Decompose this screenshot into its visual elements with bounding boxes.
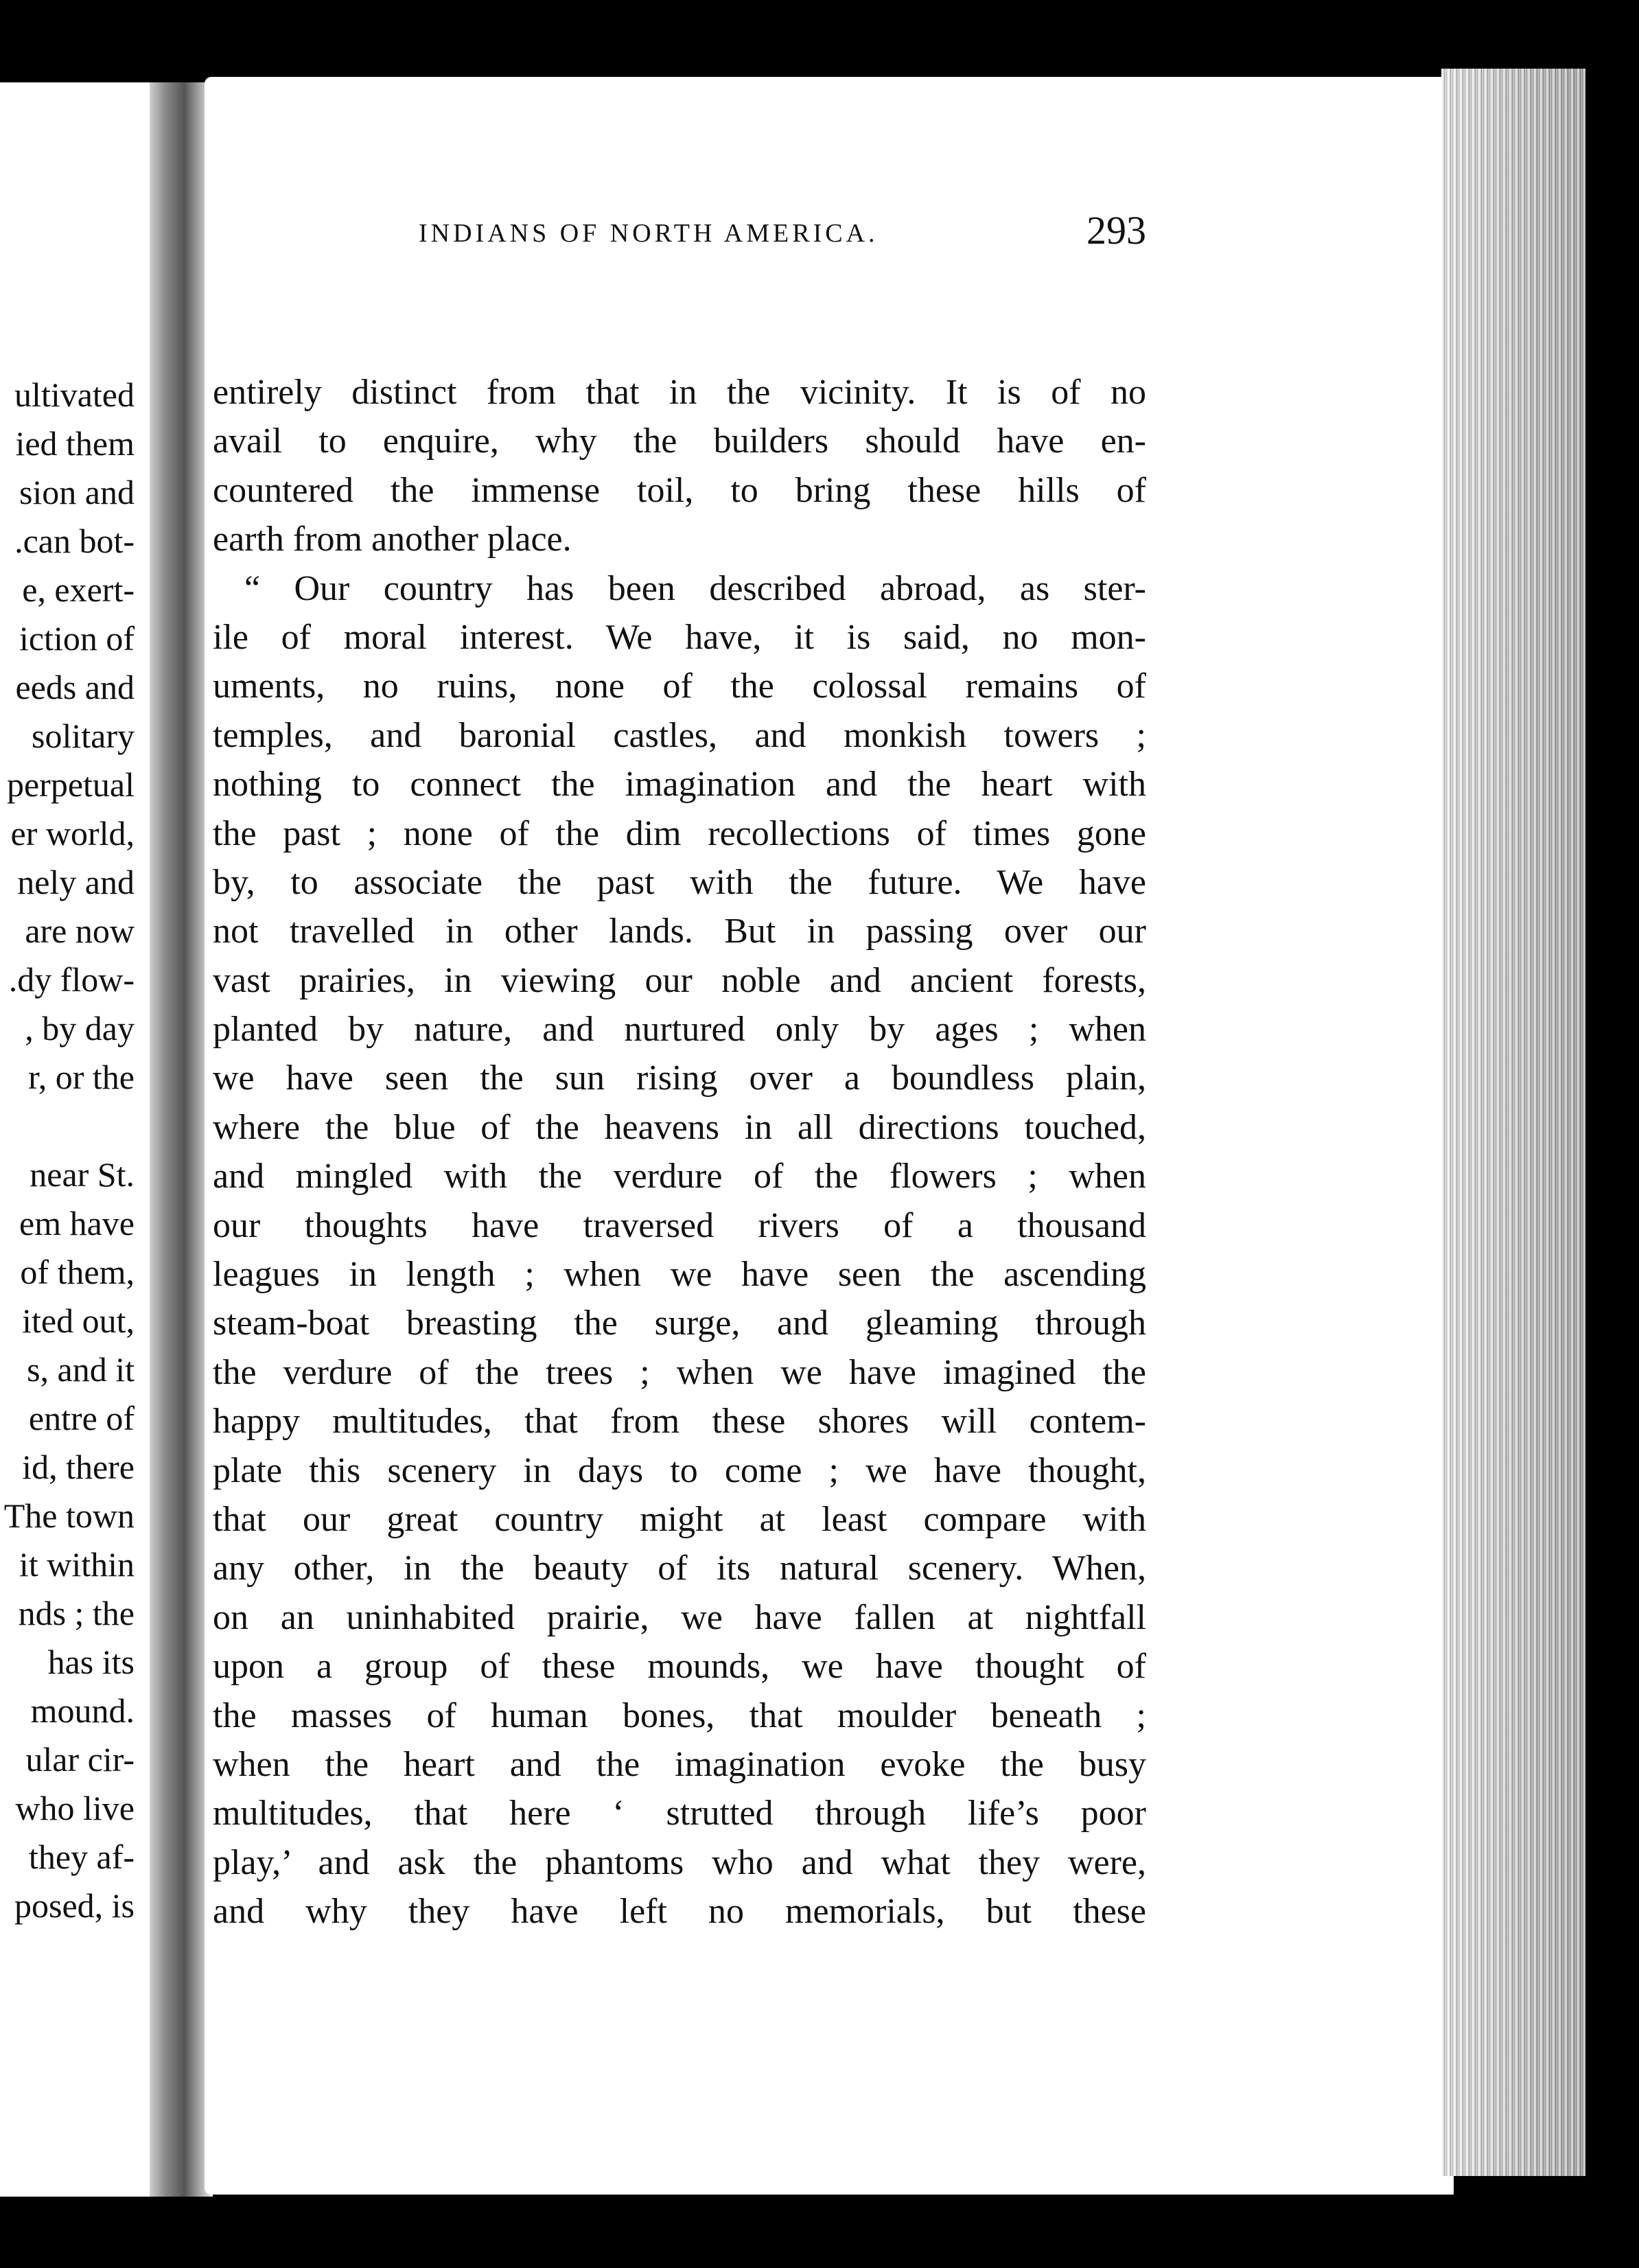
- facing-page-line: it within: [19, 1545, 135, 1584]
- text-line: planted by nature, and nurtured only by ages ; when: [213, 1010, 1146, 1050]
- facing-page-line: ultivated: [14, 375, 135, 414]
- text-line: on an uninhabited prairie, we have fallen at nightfall: [213, 1597, 1146, 1637]
- facing-page-line: nely and: [17, 863, 135, 901]
- facing-page-line: mound.: [30, 1691, 135, 1730]
- facing-page-left: [0, 82, 158, 2197]
- facing-page-line: iction of: [19, 619, 135, 658]
- facing-page-line: ied them: [15, 424, 135, 463]
- text-line: “ Our country has been described abroad, as ster-: [244, 568, 1146, 608]
- text-line: nothing to connect the imagination and the heart with: [213, 765, 1146, 805]
- facing-page-line: entre of: [28, 1399, 135, 1437]
- facing-page-line: perpetual: [6, 765, 135, 804]
- text-line: that our great country might at least compare with: [213, 1499, 1146, 1539]
- text-line: leagues in length ; when we have seen the ascending: [213, 1255, 1146, 1295]
- text-line: plate this scenery in days to come ; we have thought,: [213, 1450, 1146, 1490]
- page-number: 293: [1086, 208, 1146, 253]
- facing-page-text: [4, 371, 135, 1930]
- text-line: entirely distinct from that in the vicinity. It is of no: [213, 373, 1146, 412]
- facing-page-line: .dy flow-: [8, 960, 135, 999]
- facing-page-line: ited out,: [22, 1301, 135, 1340]
- facing-page-line: posed, is: [14, 1886, 135, 1925]
- text-line: multitudes, that here ‘ strutted through life’s poor: [213, 1794, 1146, 1833]
- facing-page-line: of them,: [20, 1253, 135, 1291]
- facing-page-line: are now: [25, 912, 135, 950]
- page-header: [213, 208, 1146, 266]
- page-fore-edge-shade: [1441, 69, 1585, 2176]
- facing-page-line: er world,: [10, 814, 135, 853]
- text-line: by, to associate the past with the future. We have: [213, 862, 1146, 902]
- text-line: we have seen the sun rising over a boundless plain,: [213, 1058, 1146, 1098]
- text-line: ile of moral interest. We have, it is said, no mon-: [213, 617, 1146, 657]
- facing-page-line: [4, 1102, 135, 1150]
- facing-page-line: who live: [15, 1789, 135, 1827]
- facing-page-line: r, or the: [28, 1058, 135, 1096]
- text-line: uments, no ruins, none of the colossal remains of: [213, 667, 1146, 706]
- text-line: the past ; none of the dim recollections of times gone: [213, 813, 1146, 853]
- facing-page-line: id, there: [22, 1448, 135, 1486]
- text-line: countered the immense toil, to bring these hills of: [213, 470, 1146, 510]
- text-line: when the heart and the imagination evoke the busy: [213, 1744, 1146, 1784]
- book-gutter: [150, 82, 213, 2197]
- text-line: and mingled with the verdure of the flowers ; when: [213, 1157, 1146, 1196]
- text-line: not travelled in other lands. But in passing over our: [213, 912, 1146, 951]
- facing-page-line: e, exert-: [22, 570, 135, 609]
- text-line: our thoughts have traversed rivers of a thousand: [213, 1205, 1146, 1245]
- facing-page-line: eeds and: [15, 668, 135, 706]
- facing-page-line: , by day: [25, 1009, 135, 1048]
- facing-page-line: solitary: [32, 717, 135, 755]
- facing-page-line: .can bot-: [14, 522, 135, 560]
- facing-page-line: near St.: [30, 1155, 135, 1194]
- text-line: the verdure of the trees ; when we have imagined the: [213, 1352, 1146, 1392]
- facing-page-line: nds ; the: [18, 1594, 135, 1632]
- text-line: play,’ and ask the phantoms who and what they were,: [213, 1842, 1146, 1882]
- text-line: happy multitudes, that from these shores will contem-: [213, 1402, 1146, 1442]
- facing-page-line: they af-: [28, 1838, 135, 1876]
- text-line: where the blue of the heavens in all directions touched,: [213, 1107, 1146, 1147]
- text-line: vast prairies, in viewing our noble and ancient forests,: [213, 960, 1146, 1000]
- facing-page-line: has its: [47, 1643, 135, 1681]
- facing-page-line: sion and: [19, 473, 135, 511]
- text-line: steam-boat breasting the surge, and gleaming through: [213, 1304, 1146, 1343]
- running-head: INDIANS OF NORTH AMERICA.: [419, 219, 879, 248]
- facing-page-line: The town: [3, 1496, 135, 1535]
- text-line: any other, in the beauty of its natural scenery. When,: [213, 1549, 1146, 1588]
- text-line: upon a group of these mounds, we have thought of: [213, 1647, 1146, 1687]
- facing-page-line: ular cir-: [25, 1740, 135, 1779]
- text-line: the masses of human bones, that moulder beneath ;: [213, 1696, 1146, 1735]
- body-text: [213, 368, 1146, 1936]
- text-line: avail to enquire, why the builders should have en-: [213, 421, 1146, 461]
- text-line: earth from another place.: [213, 520, 572, 559]
- text-line: temples, and baronial castles, and monkish towers ;: [213, 715, 1146, 755]
- facing-page-line: em have: [19, 1204, 135, 1242]
- facing-page-line: s, and it: [27, 1350, 135, 1389]
- text-line: and why they have left no memorials, but these: [213, 1892, 1146, 1932]
